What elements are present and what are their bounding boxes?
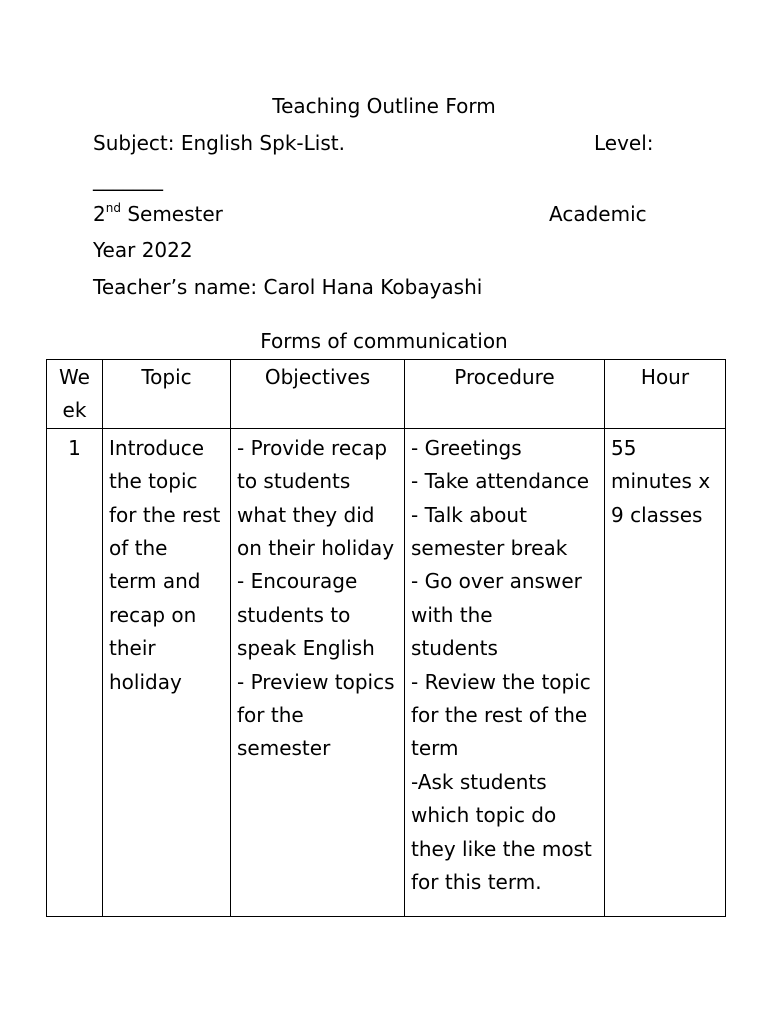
level-blank: _______	[93, 167, 163, 191]
header-week: We ek	[47, 360, 103, 429]
academic-label: Academic	[549, 202, 647, 226]
academic-year: Year 2022	[93, 238, 193, 262]
header-procedure: Procedure	[405, 360, 605, 429]
header-objectives: Objectives	[231, 360, 405, 429]
subject-line: Subject: English Spk-List.	[93, 131, 345, 155]
form-title: Teaching Outline Form	[272, 94, 496, 118]
table-title: Forms of communication	[260, 329, 508, 353]
table-header-row	[47, 360, 726, 429]
cell-topic: Introduce the topic for the rest of the term and recap on their holiday	[103, 428, 231, 916]
cell-procedure: - Greetings - Take attendance - Talk about semester break - Go over answer with the students - Review the topic for the rest of the term -Ask students which topic do they like the most for this term.	[405, 428, 605, 916]
semester-number: 2	[93, 202, 106, 226]
header-hour: Hour	[605, 360, 726, 429]
outline-table	[46, 359, 726, 917]
table-row	[47, 428, 726, 916]
semester-line	[93, 202, 223, 226]
cell-hour: 55 minutes x 9 classes	[605, 428, 726, 916]
semester-label: Semester	[120, 202, 223, 226]
level-label: Level:	[594, 131, 654, 155]
semester-ordinal: nd	[105, 201, 121, 215]
teacher-name: Teacher’s name: Carol Hana Kobayashi	[93, 275, 483, 299]
cell-week: 1	[47, 428, 103, 916]
cell-objectives: - Provide recap to students what they did on their holiday - Encourage students to speak English - Preview topics for the semester	[231, 428, 405, 916]
header-topic: Topic	[103, 360, 231, 429]
